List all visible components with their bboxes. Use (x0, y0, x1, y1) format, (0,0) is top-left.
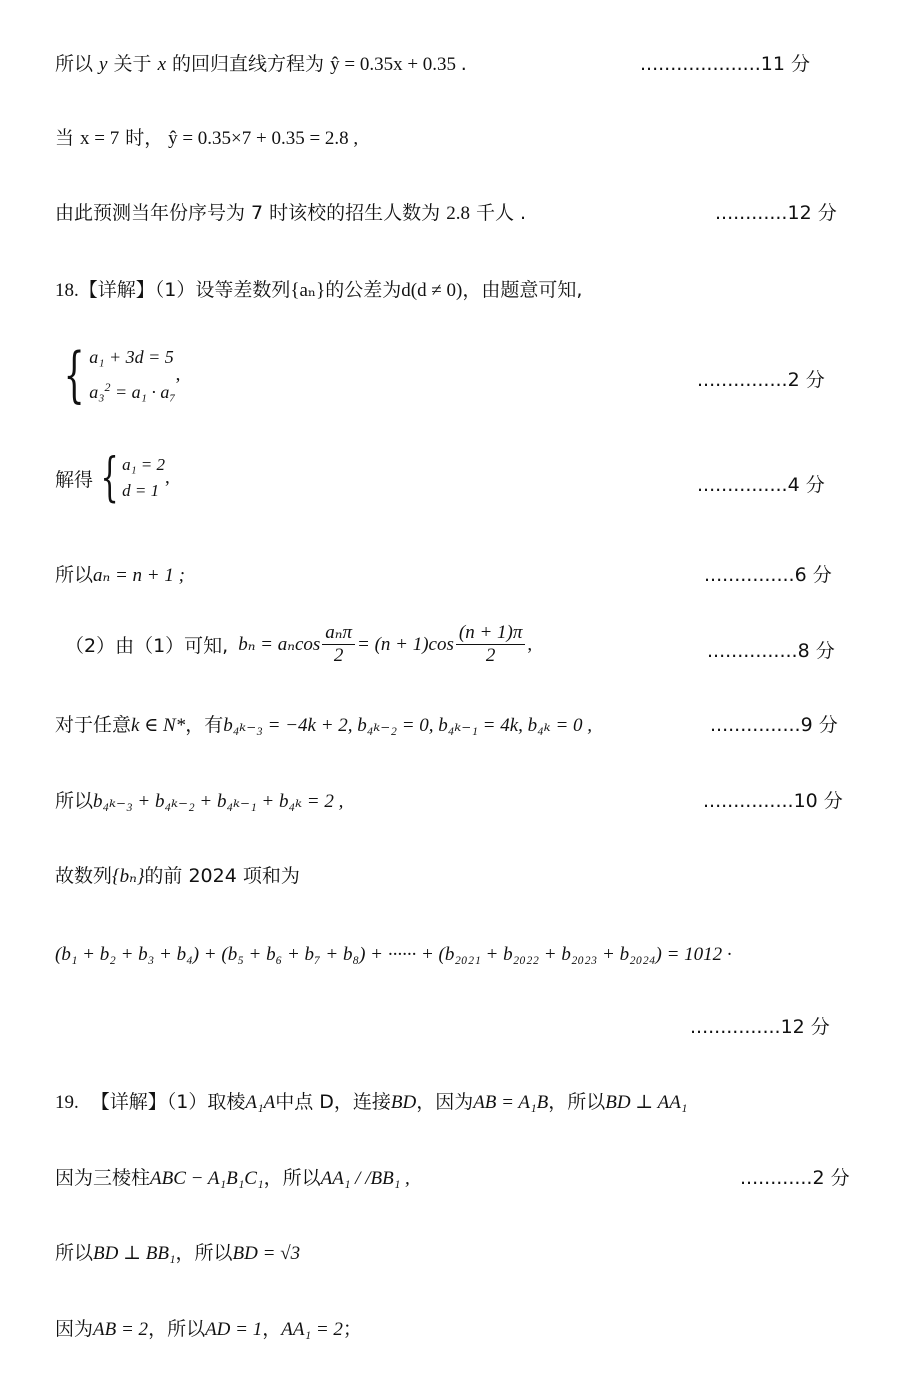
brace: { (63, 339, 85, 410)
var-x: x (157, 54, 167, 75)
lengths-line (55, 1315, 362, 1344)
equation: AA₁ = 2 (281, 1319, 343, 1340)
regression-equation: ŷ = 0.35x + 0.35 (330, 54, 461, 75)
brace: { (100, 448, 119, 508)
equation: k ∈ N* (131, 715, 186, 736)
equation: A₁A (245, 1092, 276, 1113)
exponent: 2 (104, 380, 111, 394)
prediction-calc-line (55, 124, 358, 153)
equation: BD ⊥ AA₁ (605, 1092, 688, 1113)
text: ； (342, 1318, 362, 1340)
score-8: ...............8 分 (707, 640, 835, 662)
total-sum-equation (55, 940, 732, 969)
problem-19-header (55, 1088, 687, 1117)
prediction-conclusion-line (55, 199, 526, 228)
text: 因为三棱柱 (55, 1167, 151, 1189)
prism-line (55, 1164, 410, 1193)
equation: b₄ₖ₋₃ + b₄ₖ₋₂ + b₄ₖ₋₁ + b₄ₖ = 2 , (93, 791, 344, 812)
text: 关于 (107, 53, 158, 75)
text: 解得 (55, 468, 94, 491)
text: ，有 (185, 714, 224, 736)
text: , (175, 363, 181, 385)
text: 故数列 (55, 865, 113, 887)
regression-line (55, 50, 467, 79)
score-11: ....................11 分 (640, 53, 811, 75)
equation: AB = A₁B (473, 1092, 549, 1113)
text: ，所以 (148, 1318, 206, 1340)
score-2: ...............2 分 (697, 369, 825, 391)
text: , (165, 467, 170, 488)
problem-18-header (55, 276, 582, 305)
equation: (b₁ + b₂ + b₃ + b₄) + (b₅ + b₆ + b₇ + b₈) + ······ + (b₂₀₂₁ + b₂₀₂₂ + b₂₀₂₃ + b₂₀₂₄) = 1012 · (55, 944, 732, 965)
text: 所以 (55, 1242, 94, 1264)
problem-number: 18. (55, 280, 79, 301)
fraction-denominator: 2 (485, 645, 496, 666)
text: （1）设等差数列 (154, 279, 291, 301)
equation: AB = 2 (93, 1319, 149, 1340)
equation: AA₁ / /BB₁ , (320, 1168, 410, 1189)
problem-number: 19. (55, 1092, 79, 1113)
text: 因为 (55, 1318, 94, 1340)
fraction-numerator: (n + 1)π (456, 622, 526, 645)
equation: ABC − A₁B₁C₁ (150, 1168, 264, 1189)
text: 由此预测当年份序号为 7 时该校的招生人数为 (55, 202, 447, 224)
equation: aₙ = n + 1 ; (93, 565, 185, 586)
equation-system-1 (55, 339, 181, 410)
text: ，所以 (175, 1242, 233, 1264)
equation: = (n + 1)cos (357, 633, 454, 655)
score-6: ...............6 分 (704, 564, 832, 586)
equation: d(d ≠ 0) (401, 280, 463, 301)
score-12: ............12 分 (715, 202, 837, 224)
detail-tag: 【详解】 (78, 279, 155, 301)
value: 2.8 (446, 203, 470, 224)
text: 的公差为 (325, 279, 402, 301)
equation: b₄ₖ₋₃ = −4k + 2, b₄ₖ₋₂ = 0, b₄ₖ₋₁ = 4k, b₄ₖ = 0 , (223, 715, 593, 736)
equation: ŷ = 0.35×7 + 0.35 = 2.8 , (163, 128, 359, 149)
equation: BD (390, 1092, 417, 1113)
text: . (460, 53, 467, 75)
equation: bₙ = aₙcos (238, 634, 321, 655)
equation: x = 7 (80, 128, 120, 149)
fraction-numerator: aₙπ (322, 622, 355, 645)
text: （1）取棱 (166, 1091, 246, 1113)
score-4: ...............4 分 (697, 474, 825, 496)
var-y: y (99, 54, 108, 75)
sequence: {aₙ} (290, 280, 326, 301)
system-row: a₁ + 3d = 5 (89, 347, 174, 367)
score-9: ...............9 分 (710, 714, 838, 736)
general-term-line (55, 561, 185, 590)
group-sum-line (55, 787, 343, 816)
text: 对于任意 (55, 714, 132, 736)
text: 时， (119, 127, 164, 149)
text: ，所以 (263, 1167, 321, 1189)
text: 中点 D，连接 (275, 1091, 391, 1113)
text: ，所以 (548, 1091, 606, 1113)
text: 所以 (55, 53, 100, 75)
equation: BD ⊥ BB₁ (93, 1243, 176, 1264)
fraction-denominator: 2 (333, 645, 344, 666)
score-2: ............2 分 (740, 1167, 850, 1189)
text: 所以 (55, 790, 94, 812)
part-2-line (65, 622, 532, 667)
text: 所以 (55, 564, 94, 586)
terms-line (55, 711, 592, 740)
detail-tag: 【详解】 (90, 1091, 167, 1113)
text: ， (262, 1318, 282, 1340)
equation-system-2 (55, 448, 170, 508)
system-row: a₃ (89, 382, 105, 402)
text: （2）由（1）可知, (65, 635, 229, 657)
system-row: = a₁ · a₇ (110, 382, 176, 402)
text: , (527, 633, 533, 655)
score-10: ...............10 分 (703, 790, 843, 812)
sequence: {bₙ} (112, 866, 145, 887)
equation: BD = √3 (232, 1243, 301, 1264)
text: 当 (55, 127, 81, 149)
text: 的回归直线方程为 (166, 53, 331, 75)
equation: AD = 1 (205, 1319, 263, 1340)
text: 的前 2024 项和为 (144, 865, 300, 887)
text: ，由题意可知, (462, 279, 583, 301)
perpendicular-line (55, 1239, 300, 1268)
text: 千人 . (469, 202, 527, 224)
score-12: ...............12 分 (690, 1016, 830, 1038)
system-row: a₁ = 2 (122, 455, 165, 474)
text: ，因为 (416, 1091, 474, 1113)
system-row: d = 1 (122, 481, 160, 500)
total-sum-intro (55, 862, 300, 891)
